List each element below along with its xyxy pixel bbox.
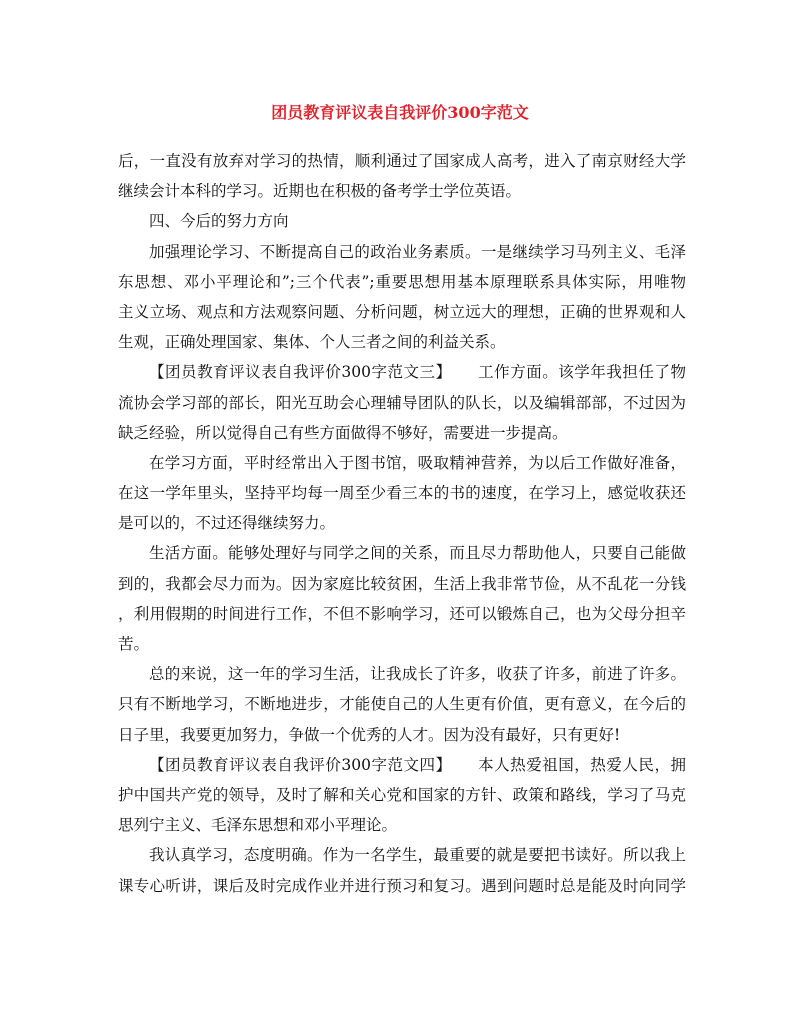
text-line [118, 357, 686, 387]
text-line: 东思想、邓小平理论和”;三个代表”;重要思想用基本原理联系具体实际，用唯物 [118, 272, 686, 291]
text-line: 主义立场、观点和方法观察问题、分析问题，树立远大的理想，正确的世界观和人 [118, 302, 686, 321]
subsection-heading: 【团员教育评议表自我评价300字范文四】 [149, 755, 452, 774]
text-line: 只有不断地学习，不断地进步，才能使自己的人生更有价值，更有意义，在今后的 [118, 695, 686, 714]
text-line: 课专心听讲，课后及时完成作业并进行预习和复习。遇到问题时总是能及时向同学 [118, 876, 686, 895]
text-line: 继续会计本科的学习。近期也在积极的备考学士学位英语。 [118, 182, 522, 201]
text-line: 到的，我都会尽力而为。因为家庭比较贫困，生活上我非常节俭，从不乱花一分钱 [118, 574, 686, 593]
text-line: 后，一直没有放弃对学习的热情，顺利通过了国家成人高考，进入了南京财经大学 [118, 152, 686, 170]
text-line: 流协会学习部的部长，阳光互助会心理辅导团队的队长，以及编辑部部，不过因为 [118, 393, 686, 412]
text-line: 缺乏经验，所以觉得自己有些方面做得不够好，需要进一步提高。 [118, 423, 568, 442]
text-line: 是可以的，不过还得继续努力。 [118, 514, 336, 533]
text-line: 生观，正确处理国家、集体、个人三者之间的利益关系。 [118, 333, 506, 352]
text-fragment: 本人热爱祖国，热爱人民，拥 [477, 755, 686, 774]
text-fragment: 工作方面。该学年我担任了物 [477, 363, 686, 382]
text-line [118, 750, 686, 780]
text-line: 思列宁主义、毛泽东思想和邓小平理论。 [118, 816, 398, 835]
text-line: 生活方面。能够处理好与同学之间的关系，而且尽力帮助他人，只要自己能做 [149, 544, 686, 563]
subsection-heading: 【团员教育评议表自我评价300字范文三】 [149, 363, 452, 382]
text-line: 在这一学年里头，坚持平均每一周至少看三本的书的速度，在学习上，感觉收获还 [118, 484, 686, 503]
text-line: 苦。 [118, 635, 150, 653]
document-body [118, 146, 686, 901]
text-line: ，利用假期的时间进行工作，不但不影响学习，还可以锻炼自己，也为父母分担辛 [118, 604, 686, 623]
text-line: 日子里，我要更加努力，争做一个优秀的人才。因为没有最好，只有更好! [118, 725, 621, 744]
text-line: 在学习方面，平时经常出入于图书馆，吸取精神营养，为以后工作做好准备， [149, 453, 686, 472]
document-title: 团员教育评议表自我评价300字范文 [271, 103, 529, 122]
text-line: 总的来说，这一年的学习生活，让我成长了许多，收获了许多，前进了许多。 [149, 665, 686, 684]
text-line: 我认真学习，态度明确。作为一名学生，最重要的就是要把书读好。所以我上 [149, 846, 686, 865]
section-heading: 四、今后的努力方向 [149, 212, 289, 231]
text-line: 护中国共产党的领导，及时了解和关心党和国家的方针、政策和路线，学习了马克 [118, 785, 686, 804]
text-line: 加强理论学习、不断提高自己的政治业务素质。一是继续学习马列主义、毛泽 [149, 242, 686, 261]
